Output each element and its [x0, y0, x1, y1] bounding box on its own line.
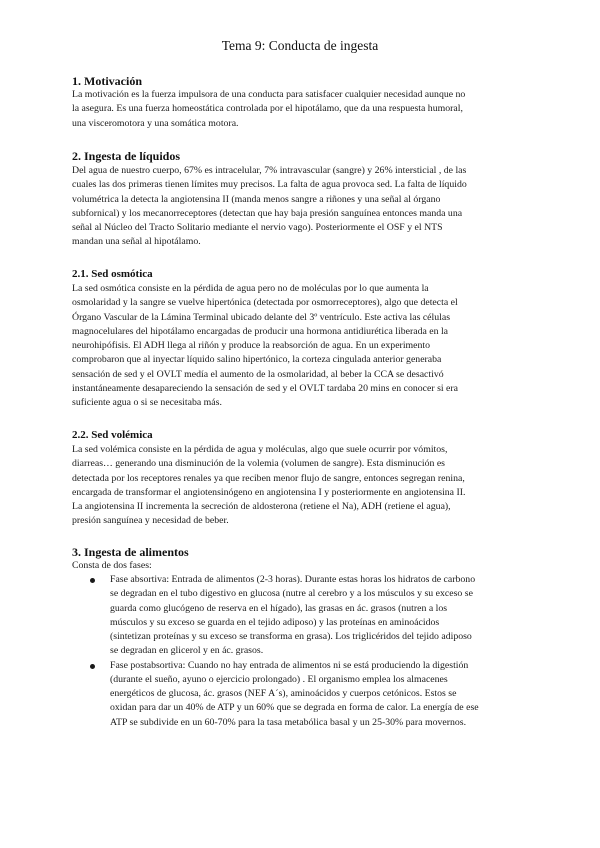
paragraph-motivacion [72, 88, 528, 131]
heading-ingesta-liquidos: 2. Ingesta de líquidos [72, 149, 181, 163]
heading-sed-volemica: 2.2. Sed volémica [72, 429, 153, 441]
heading-ingesta-alimentos: 3. Ingesta de alimentos [72, 545, 189, 559]
text-line: volumétrica la detecta la angiotensina II (manda menos sangre a riñones y una señal al órgano [72, 193, 441, 205]
text-line: comprobaron que al inyectar líquido salino hipertónico, la corteza cingulada anterior generaba [72, 354, 442, 366]
text-line: se degradan en glicerol y en ác. grasos. [110, 645, 264, 657]
text-line: neurohipófisis. El ADH llega al riñón y produce la reabsorción de agua. En un experimento [72, 340, 431, 351]
text-line: presión sanguínea y necesidad de beber. [72, 515, 229, 527]
text-line: osmolaridad y la sangre se vuelve hipertónica (detectada por osmorreceptores), algo que detecta el [72, 297, 458, 309]
page-title: Tema 9: Conducta de ingesta [221, 38, 379, 53]
paragraph-sed-volemica [72, 443, 528, 529]
text-line: se degradan en el tubo digestivo en glucosa (nutre al cerebro y a los músculos y su exceso se [110, 588, 473, 600]
text-line: guarda como glucógeno de reserva en el hígado), las grasas en ác. grasos (nutren a los [110, 602, 448, 614]
text-line: mandan una señal al hipotálamo. [72, 236, 201, 248]
text-line: La sed osmótica consiste en la pérdida de agua pero no de moléculas por lo que aumenta la [72, 283, 429, 294]
bullet-icon [90, 664, 95, 669]
heading-sed-osmotica: 2.1. Sed osmótica [72, 268, 153, 280]
text-line: una visceromotora y una somática motora. [72, 117, 239, 129]
phases-list [72, 573, 528, 730]
text-line: músculos y su exceso se guarda en el tejido adiposo) y las proteínas en aminoácidos [110, 616, 440, 628]
bullet-text [110, 659, 528, 730]
text-line: señal al Núcleo del Tracto Solitario mediante el nervio vago). Posteriormente el OSF y el NTS [72, 222, 443, 233]
list-item [72, 573, 528, 659]
text-line: diarreas… generando una disminución de la volemia (volumen de sangre). Esta disminución es [72, 458, 445, 470]
text-line: encargada de transformar el angiotensinógeno en angiotensina I y posteriormente en angiotensina II. [72, 486, 466, 498]
bullet-icon [90, 578, 95, 583]
text-line: Consta de dos fases: [72, 560, 152, 571]
text-line: energéticos de glucosa, ác. grasos (NEF A´s), aminoácidos y cuerpos cetónicos. Estos se [110, 688, 457, 699]
heading-motivacion: 1. Motivación [72, 74, 142, 88]
text-line: detectada por los receptores renales ya que reciben menor flujo de sangre, entonces segregan renina, [72, 472, 465, 484]
paragraph-ingesta-alimentos-intro [72, 559, 528, 573]
bullet-text [110, 573, 528, 659]
text-line: cuales las dos primeras tienen límites muy precisos. La falta de agua provoca sed. La falta de líquido [72, 179, 467, 191]
text-line: Fase postabsortiva: Cuando no hay entrada de alimentos ni se está produciendo la digestión [110, 659, 469, 671]
text-line: Del agua de nuestro cuerpo, 67% es intracelular, 7% intravascular (sangre) y 26% intersticial , de las [72, 165, 467, 176]
text-line: Fase absortiva: Entrada de alimentos (2-3 horas). Durante estas horas los hidratos de carbono [110, 574, 476, 585]
text-line: sensación de sed y el OVLT medía el aumento de la osmolaridad, al beber la CCA se desactivó [72, 368, 444, 380]
text-line: instantáneamente desapareciendo la sensación de sed y el OVLT tardaba 20 mins en conocer si era [72, 382, 459, 394]
paragraph-ingesta-liquidos [72, 164, 528, 250]
text-line: (durante el sueño, ayuno o ejercicio prolongado) . El organismo emplea los almacenes [110, 673, 448, 685]
text-line: la asegura. Es una fuerza homeostática controlada por el hipotálamo, que da una respuesta humoral, [72, 103, 463, 115]
text-line: La angiotensina II incrementa la secreción de aldosterona (retiene el Na), ADH (retiene el agua), [72, 501, 451, 512]
text-line: subfornical) y los mecanorreceptores (detectan que hay baja presión sanguínea entonces manda una [72, 207, 463, 219]
text-line: Órgano Vascular de la Lámina Terminal ubicado delante del 3º ventrículo. Este activa las células [72, 311, 451, 323]
text-line: suficiente agua o si se necesitaba más. [72, 397, 222, 408]
paragraph-sed-osmotica [72, 282, 528, 410]
text-line: (sintetizan proteínas y su exceso se transforma en grasa). Los triglicéridos del tejido adiposo [110, 631, 472, 642]
text-line: magnocelulares del hipotálamo encargadas de producir una hormona antidiurética liberada en la [72, 325, 449, 337]
list-item [72, 659, 528, 730]
text-line: oxidan para dar un 40% de ATP y un 60% que se degrada en forma de calor. La energía de ese [110, 702, 479, 714]
text-line: ATP se subdivide en un 60-70% para la tasa metabólica basal y un 25-30% para movernos. [110, 716, 467, 728]
text-line: La motivación es la fuerza impulsora de una conducta para satisfacer cualquier necesidad aunque no [72, 89, 466, 100]
text-line: La sed volémica consiste en la pérdida de agua y moléculas, algo que suele ocurrir por vómitos, [72, 444, 448, 455]
